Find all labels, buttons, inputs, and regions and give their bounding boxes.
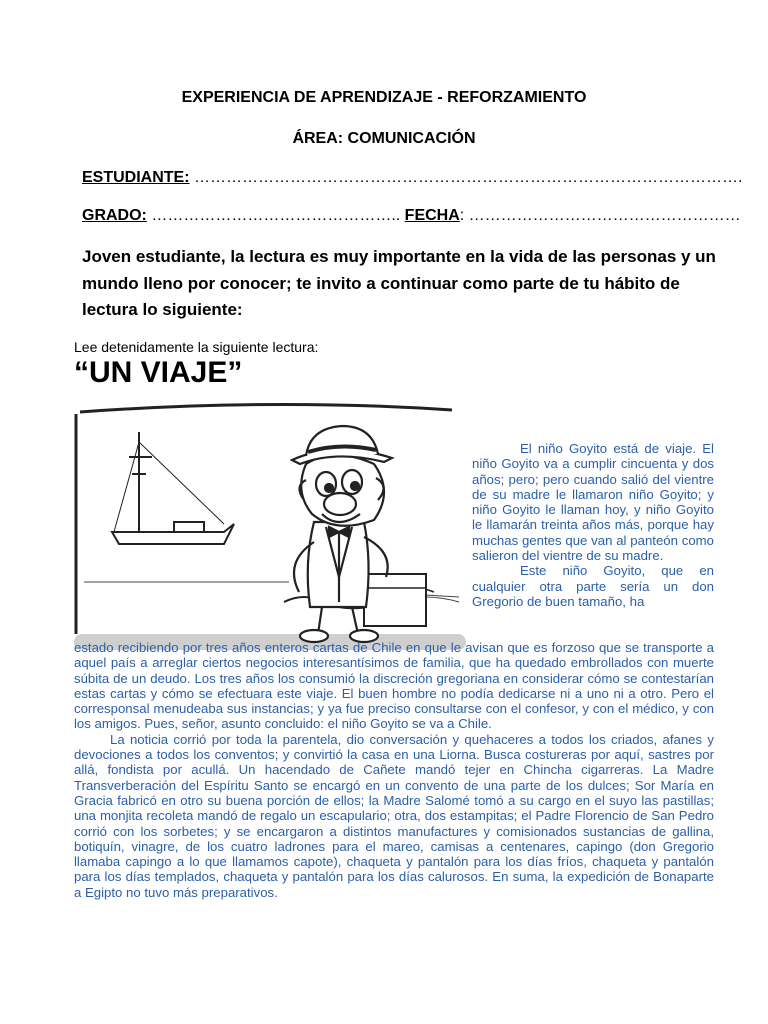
date-blank: : …………………………………………… bbox=[459, 207, 741, 224]
story-paragraph-2-start: Este niño Goyito, que en cualquier otra parte sería un don Gregorio de buen tamaño, ha bbox=[472, 563, 714, 609]
reading-instruction: Lee detenidamente la siguiente lectura: bbox=[74, 339, 319, 355]
date-label: FECHA bbox=[404, 207, 460, 224]
student-blank: …………………………………………………………………………………………. bbox=[189, 169, 743, 186]
student-field bbox=[82, 169, 742, 187]
story-main-text bbox=[74, 640, 714, 900]
ship-drawing bbox=[112, 432, 234, 544]
story-paragraph-1: El niño Goyito está de viaje. El niño Goyito va a cumplir cincuenta y dos años; pero; pero cuando salió del vientre de su madre le llamaron niño Goyito; y niño Goyito le llaman hoy, y niño Goyito le llamarán treinta años más, porque hay muchas gentes que van al panteón como salieron del vientre de su madre. bbox=[472, 441, 714, 564]
intro-paragraph: Joven estudiante, la lectura es muy importante en la vida de las personas y un mundo lleno por conocer; te invito a continuar como parte de tu hábito de lectura lo siguiente: bbox=[82, 247, 716, 319]
grade-blank: ……………………………………….. bbox=[146, 207, 405, 224]
grade-date-field bbox=[82, 207, 741, 225]
worksheet-title: EXPERIENCIA DE APRENDIZAJE - REFORZAMIENTO bbox=[181, 89, 587, 106]
story-paragraph-2-cont: estado recibiendo por tres años enteros cartas de Chile en que le avisan que es forzoso que se transporte a aquel país a arreglar ciertos negocios interesantísimos de familia, que ha quedado embrollados con muerte súbita de un deudo. Los tres años los consumió la discreción gregoriana en considerar cómo se contestarían estas cartas y cómo se efectuara este viaje. El buen hombre no podía dedicarse ni a uno ni a otro. Pero el corresponsal menudeaba sus instancias; y ya fue preciso consultarse con el confesor, y con el médico, y con los amigos. Pues, señor, asunto concluido: el niño Goyito se va a Chile. bbox=[74, 640, 714, 732]
grade-label: GRADO: bbox=[82, 207, 147, 224]
subject-area: ÁREA: COMUNICACIÓN bbox=[292, 130, 476, 147]
story-side-column bbox=[472, 441, 714, 609]
goyito-illustration bbox=[74, 402, 466, 650]
story-title: “UN VIAJE” bbox=[74, 356, 243, 389]
student-label: ESTUDIANTE: bbox=[82, 169, 190, 186]
story-paragraph-3: La noticia corrió por toda la parentela, dio conversación y quehaceres a todos los criados, afanes y devociones a todos los conventos; y convirtió la casa en una Liorna. Busca costureras por aquí, sastres por allá, fondista por acullá. Un hacendado de Cañete mandó tejer en Chincha cigarreras. La Madre Transverberación del Espíritu Santo se encargó en un convento de una parte de los dulces; Sor María en Gracia fabricó en otro su buena porción de ellos; la Madre Salomé tomó a su cargo en el suyo las pastillas; una monjita recoleta mandó de regalo un escapulario; otra, dos estampitas; el Padre Florencio de San Pedro corrió con los sorbetes; y se encargaron a distintos manufactures y comisionados sustancias de gallina, botiquín, vinagre, de los cuatro ladrones para el mareo, camisas a centenares, capingo (don Gregorio llamaba capingo a lo que llamamos capote), chaqueta y pantalón para los días fríos, chaqueta y pantalón para los días templados, chaqueta y pantalón para los días calurosos. En suma, la expedición de Bonaparte a Egipto no tuvo más preparativos. bbox=[74, 731, 714, 900]
